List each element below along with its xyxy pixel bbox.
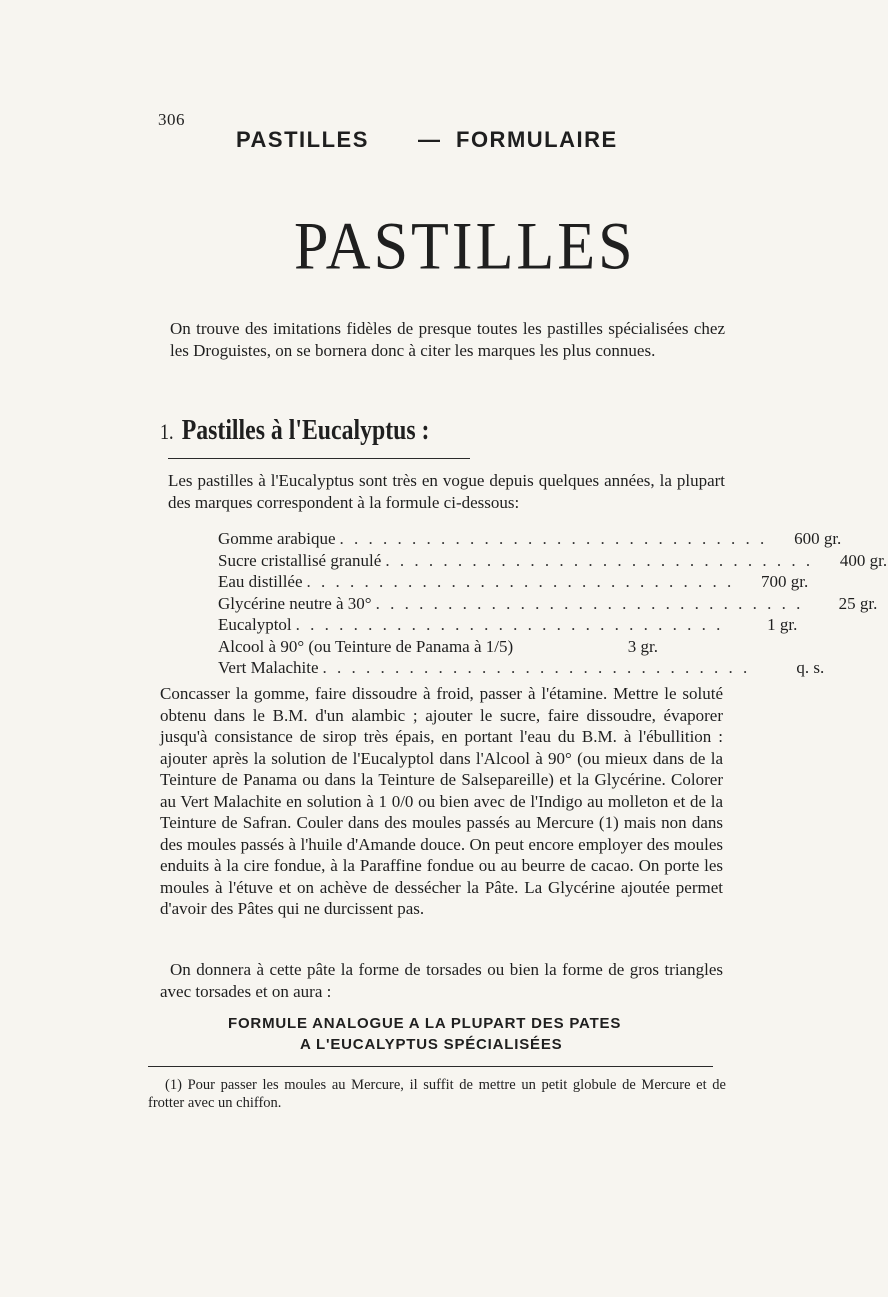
formula-heading-line: FORMULE ANALOGUE A LA PLUPART DES PATES (228, 1015, 622, 1032)
page-number: 306 (158, 110, 185, 129)
recipe-quantity: 3 gr. (627, 636, 658, 656)
recipe-ingredient: Alcool à 90° (ou Teinture de Panama à 1/5) (218, 636, 514, 656)
running-header-left: PASTILLES (236, 127, 369, 152)
recipe-ingredient: Gomme arabique (218, 529, 336, 548)
recipe-row (218, 614, 798, 636)
recipe-row (218, 528, 842, 550)
shaping-paragraph: On donnera à cette pâte la forme de torsades ou bien la forme de gros triangles avec torsades et on aura : (160, 960, 723, 1001)
intro-paragraph: On trouve des imitations fidèles de presque toutes les pastilles spécialisées chez les Droguistes, on se bornera donc à citer les marques les plus connues. (170, 319, 725, 360)
recipe-leader-dots: . . . . . . . . . . . . . . . . . . . . . . . . . . . . . . (375, 593, 804, 613)
running-header-dash: — (418, 127, 442, 152)
section-intro-paragraph: Les pastilles à l'Eucalyptus sont très en vogue depuis quelques années, la plupart des marques correspondent à la formule ci-dessous: (168, 471, 725, 512)
recipe-ingredient: Eucalyptol (218, 615, 292, 634)
formula-heading-line: A L'EUCALYPTUS SPÉCIALISÉES (300, 1036, 563, 1053)
section-underline (168, 458, 470, 459)
recipe-ingredient: Eau distillée (218, 572, 303, 591)
section-title: Pastilles à l'Eucalyptus : (181, 414, 430, 446)
footnote: (1) Pour passer les moules au Mercure, il suffit de mettre un petit globule de Mercure et de frotter avec un chiffon. (148, 1077, 726, 1111)
recipe-leader-dots: . . . . . . . . . . . . . . . . . . . . . . . . . . . . . . (385, 550, 814, 570)
method-paragraph: Concasser la gomme, faire dissoudre à froid, passer à l'étamine. Mettre le soluté obtenu dans le B.M. d'un alambic ; ajouter le sucre, faire dissoudre, évaporer jusqu'à consistance de sirop très épais, en portant l'eau du B.M. à l'ébullition : ajouter après la solution de l'Eucalyptol dans l'Alcool à 90° (ou mieux dans de la Teinture de Panama ou dans la Teinture de Salsepareille) et la Glycérine. Colorer au Vert Malachite en solution à 1 0/0 ou bien avec de l'Indigo au molleton et de la Teinture de Safran. Couler dans des moules passés au Mercure (1) mais non dans des moules passés à l'huile d'Amande douce. On peut encore employer des moules enduits à la cire fondue, à la Paraffine fondue ou au beurre de cacao. On porte les moules à l'étuve et on achève de dessécher la Pâte. La Glycérine ajoutée permet d'avoir des Pâtes qui ne durcissent pas. (160, 684, 723, 918)
recipe-leader-dots: . . . . . . . . . . . . . . . . . . . . . . . . . . . . . . (339, 529, 768, 548)
recipe-quantity: q. s. (796, 658, 825, 677)
section-heading (160, 414, 429, 447)
recipe-ingredient: Sucre cristallisé granulé (218, 550, 382, 570)
recipe-leader-dots: . . . . . . . . . . . . . . . . . . . . . . . . . . . . . . (306, 572, 735, 591)
recipe-row (218, 550, 888, 572)
recipe-leader-dots: . . . . . . . . . . . . . . . . . . . . . . . . . . . . . . (295, 615, 724, 634)
running-header-right: FORMULAIRE (456, 127, 618, 152)
section-number: 1. (160, 419, 174, 444)
recipe-leader-dots: . . . . . . . . . . . . . . . . . . . . . . . . . . . . . . (322, 658, 751, 677)
recipe-quantity: 700 gr. (761, 572, 809, 591)
recipe-quantity: 25 gr. (838, 593, 878, 613)
recipe-row (218, 657, 825, 679)
recipe-row (218, 593, 878, 615)
recipe-quantity: 1 gr. (767, 615, 798, 634)
footnote-rule (148, 1066, 713, 1067)
recipe-row (218, 571, 809, 593)
recipe-quantity: 600 gr. (794, 529, 842, 548)
recipe-ingredient: Vert Malachite (218, 658, 319, 677)
recipe-row (218, 636, 658, 658)
page-title-text: PASTILLES (294, 209, 636, 284)
recipe-list (218, 528, 888, 679)
recipe-ingredient: Glycérine neutre à 30° (218, 593, 372, 613)
recipe-quantity: 400 gr. (839, 550, 888, 570)
